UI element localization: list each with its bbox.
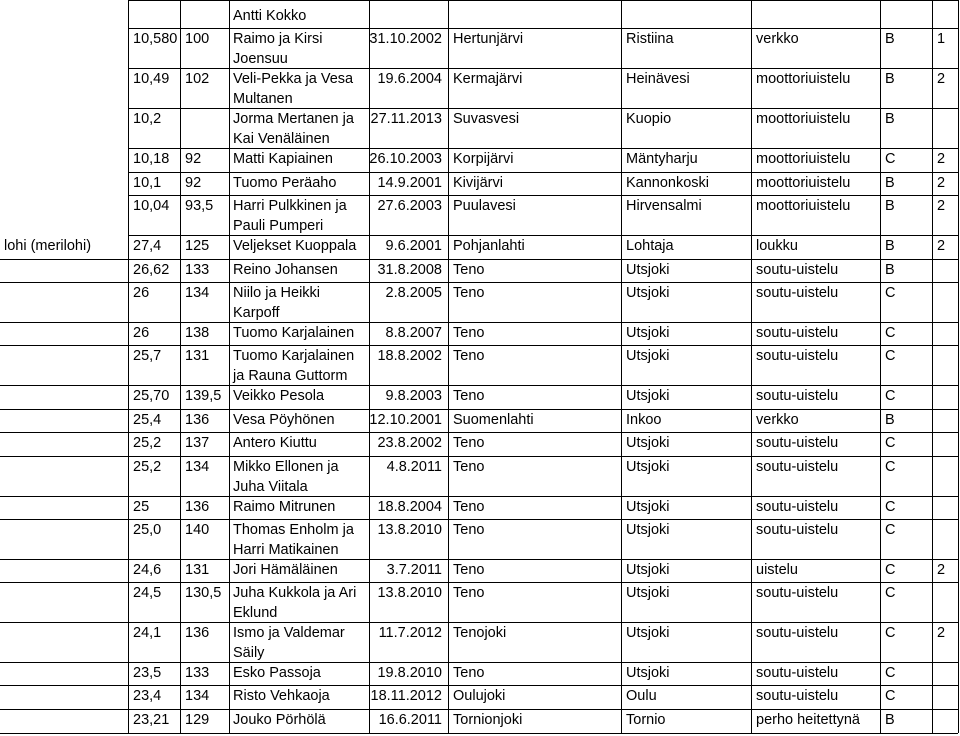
class-cell: C — [885, 688, 896, 704]
date-cell: 31.8.2008 — [377, 262, 442, 278]
column-divider — [229, 0, 230, 733]
angler-name-cell: Veikko Pesola — [233, 388, 325, 404]
column-divider — [621, 0, 622, 733]
weight-cell: 25 — [133, 499, 150, 515]
class-cell: B — [885, 238, 895, 254]
date-cell: 23.8.2002 — [377, 435, 442, 451]
method-cell: soutu-uistelu — [756, 499, 839, 515]
angler-name-cell: Tuomo Karjalainen — [233, 348, 355, 364]
angler-name-cell: Säily — [233, 645, 265, 661]
angler-name-cell: Raimo Mitrunen — [233, 499, 336, 515]
angler-name-cell: Niilo ja Heikki — [233, 285, 321, 301]
method-cell: moottoriuistelu — [756, 198, 851, 214]
method-cell: soutu-uistelu — [756, 688, 839, 704]
angler-name-cell: Juha Kukkola ja Ari — [233, 585, 357, 601]
weight-cell: 24,5 — [133, 585, 162, 601]
method-cell: verkko — [756, 412, 799, 428]
municipality-cell: Utsjoki — [626, 665, 670, 681]
date-cell: 19.8.2010 — [377, 665, 442, 681]
length-cell: 92 — [185, 175, 202, 191]
municipality-cell: Utsjoki — [626, 585, 670, 601]
municipality-cell: Heinävesi — [626, 71, 690, 87]
angler-name-cell: Jori Hämäläinen — [233, 562, 338, 578]
weight-cell: 26 — [133, 285, 150, 301]
angler-name-cell: Tuomo Peräaho — [233, 175, 337, 191]
weight-cell: 24,6 — [133, 562, 162, 578]
length-cell: 93,5 — [185, 198, 214, 214]
municipality-cell: Utsjoki — [626, 325, 670, 341]
date-cell: 27.11.2013 — [370, 111, 442, 127]
length-cell: 125 — [185, 238, 210, 254]
water-body-cell: Suvasvesi — [453, 111, 520, 127]
municipality-cell: Utsjoki — [626, 348, 670, 364]
class-cell: B — [885, 111, 895, 127]
length-cell: 136 — [185, 499, 210, 515]
class-cell: B — [885, 71, 895, 87]
angler-name-cell: Karpoff — [233, 305, 280, 321]
method-cell: uistelu — [756, 562, 798, 578]
date-cell: 27.6.2003 — [377, 198, 442, 214]
weight-cell: 10,04 — [133, 198, 170, 214]
method-cell: soutu-uistelu — [756, 348, 839, 364]
class-cell: B — [885, 712, 895, 728]
angler-name-cell: Jorma Mertanen ja — [233, 111, 354, 127]
date-cell: 18.8.2002 — [377, 348, 442, 364]
date-cell: 2.8.2005 — [385, 285, 442, 301]
date-cell: 18.8.2004 — [377, 499, 442, 515]
method-cell: loukku — [756, 238, 798, 254]
class-cell: C — [885, 459, 896, 475]
column-divider — [958, 0, 959, 733]
municipality-cell: Ristiina — [626, 31, 674, 47]
method-cell: moottoriuistelu — [756, 175, 851, 191]
water-body-cell: Teno — [453, 585, 485, 601]
method-cell: soutu-uistelu — [756, 625, 839, 641]
weight-cell: 25,0 — [133, 522, 162, 538]
method-cell: soutu-uistelu — [756, 388, 839, 404]
angler-name-cell: Antero Kiuttu — [233, 435, 317, 451]
number-cell: 2 — [937, 151, 946, 167]
method-cell: soutu-uistelu — [756, 665, 839, 681]
length-cell: 92 — [185, 151, 202, 167]
method-cell: soutu-uistelu — [756, 585, 839, 601]
length-cell: 129 — [185, 712, 210, 728]
class-cell: B — [885, 412, 895, 428]
weight-cell: 26 — [133, 325, 150, 341]
angler-name-cell: Harri Pulkkinen ja — [233, 198, 347, 214]
municipality-cell: Kuopio — [626, 111, 672, 127]
weight-cell: 24,1 — [133, 625, 162, 641]
date-cell: 3.7.2011 — [386, 562, 442, 578]
weight-cell: 27,4 — [133, 238, 162, 254]
municipality-cell: Lohtaja — [626, 238, 674, 254]
weight-cell: 25,4 — [133, 412, 162, 428]
class-cell: C — [885, 435, 896, 451]
weight-cell: 25,7 — [133, 348, 162, 364]
length-cell: 133 — [185, 262, 210, 278]
municipality-cell: Utsjoki — [626, 262, 670, 278]
method-cell: moottoriuistelu — [756, 151, 851, 167]
municipality-cell: Utsjoki — [626, 388, 670, 404]
weight-cell: 23,21 — [133, 712, 170, 728]
length-cell: 138 — [185, 325, 210, 341]
water-body-cell: Puulavesi — [453, 198, 516, 214]
angler-name-cell: Pauli Pumperi — [233, 218, 324, 234]
column-divider — [932, 0, 933, 733]
water-body-cell: Korpijärvi — [453, 151, 514, 167]
date-cell: 4.8.2011 — [386, 459, 442, 475]
number-cell: 2 — [937, 625, 946, 641]
method-cell: verkko — [756, 31, 799, 47]
class-cell: C — [885, 325, 896, 341]
angler-name-cell: Kai Venäläinen — [233, 131, 330, 147]
angler-name-cell: Multanen — [233, 91, 293, 107]
class-cell: B — [885, 198, 895, 214]
municipality-cell: Utsjoki — [626, 625, 670, 641]
water-body-cell: Kivijärvi — [453, 175, 503, 191]
water-body-cell: Kermajärvi — [453, 71, 523, 87]
angler-name-cell: Veli-Pekka ja Vesa — [233, 71, 354, 87]
class-cell: C — [885, 562, 896, 578]
weight-cell: 25,70 — [133, 388, 170, 404]
water-body-cell: Teno — [453, 522, 485, 538]
weight-cell: 25,2 — [133, 435, 162, 451]
municipality-cell: Utsjoki — [626, 499, 670, 515]
municipality-cell: Tornio — [626, 712, 666, 728]
method-cell: moottoriuistelu — [756, 71, 851, 87]
water-body-cell: Teno — [453, 562, 485, 578]
date-cell: 26.10.2003 — [369, 151, 442, 167]
angler-name-cell: Raimo ja Kirsi — [233, 31, 323, 47]
class-cell: C — [885, 625, 896, 641]
length-cell: 134 — [185, 285, 210, 301]
class-cell: C — [885, 151, 896, 167]
water-body-cell: Teno — [453, 285, 485, 301]
date-cell: 9.6.2001 — [385, 238, 442, 254]
water-body-cell: Hertunjärvi — [453, 31, 524, 47]
column-divider — [751, 0, 752, 733]
municipality-cell: Utsjoki — [626, 562, 670, 578]
length-cell: 137 — [185, 435, 210, 451]
municipality-cell: Hirvensalmi — [626, 198, 702, 214]
angler-name-cell: Veljekset Kuoppala — [233, 238, 357, 254]
water-body-cell: Suomenlahti — [453, 412, 534, 428]
municipality-cell: Utsjoki — [626, 522, 670, 538]
angler-name-cell: Esko Passoja — [233, 665, 321, 681]
class-cell: B — [885, 31, 895, 47]
length-cell: 136 — [185, 625, 210, 641]
date-cell: 16.6.2011 — [378, 712, 442, 728]
angler-name-cell: Ismo ja Valdemar — [233, 625, 345, 641]
municipality-cell: Utsjoki — [626, 459, 670, 475]
weight-cell: 26,62 — [133, 262, 170, 278]
column-divider — [448, 0, 449, 733]
angler-name-cell: Thomas Enholm ja — [233, 522, 354, 538]
date-cell: 9.8.2003 — [385, 388, 442, 404]
class-cell: C — [885, 499, 896, 515]
row-divider — [128, 0, 958, 1]
angler-name-cell: Reino Johansen — [233, 262, 338, 278]
number-cell: 2 — [937, 175, 946, 191]
class-cell: C — [885, 665, 896, 681]
date-cell: 13.8.2010 — [377, 585, 442, 601]
angler-name-cell: Jouko Pörhölä — [233, 712, 326, 728]
class-cell: C — [885, 522, 896, 538]
municipality-cell: Utsjoki — [626, 285, 670, 301]
weight-cell: 10,18 — [133, 151, 170, 167]
length-cell: 131 — [185, 562, 210, 578]
number-cell: 2 — [937, 71, 946, 87]
angler-name-cell: Juha Viitala — [233, 479, 308, 495]
angler-name-cell: Matti Kapiainen — [233, 151, 333, 167]
municipality-cell: Mäntyharju — [626, 151, 698, 167]
length-cell: 102 — [185, 71, 210, 87]
class-cell: C — [885, 348, 896, 364]
angler-name-cell: ja Rauna Guttorm — [233, 368, 348, 384]
date-cell: 13.8.2010 — [377, 522, 442, 538]
weight-cell: 10,1 — [133, 175, 162, 191]
water-body-cell: Teno — [453, 348, 485, 364]
date-cell: 19.6.2004 — [377, 71, 442, 87]
length-cell: 134 — [185, 459, 210, 475]
weight-cell: 10,49 — [133, 71, 170, 87]
angler-name-cell: Antti Kokko — [233, 8, 307, 24]
method-cell: soutu-uistelu — [756, 262, 839, 278]
weight-cell: 23,5 — [133, 665, 162, 681]
municipality-cell: Kannonkoski — [626, 175, 710, 191]
number-cell: 1 — [937, 31, 946, 47]
number-cell: 2 — [937, 198, 946, 214]
water-body-cell: Tenojoki — [453, 625, 507, 641]
weight-cell: 25,2 — [133, 459, 162, 475]
species-cell: lohi (merilohi) — [4, 238, 92, 254]
municipality-cell: Inkoo — [626, 412, 662, 428]
method-cell: soutu-uistelu — [756, 435, 839, 451]
length-cell: 133 — [185, 665, 210, 681]
angler-name-cell: Vesa Pöyhönen — [233, 412, 335, 428]
date-cell: 11.7.2012 — [378, 625, 442, 641]
date-cell: 31.10.2002 — [369, 31, 442, 47]
water-body-cell: Pohjanlahti — [453, 238, 525, 254]
water-body-cell: Tornionjoki — [453, 712, 523, 728]
water-body-cell: Teno — [453, 665, 485, 681]
class-cell: C — [885, 585, 896, 601]
class-cell: C — [885, 285, 896, 301]
angler-name-cell: Eklund — [233, 605, 278, 621]
water-body-cell: Teno — [453, 325, 485, 341]
angler-name-cell: Mikko Ellonen ja — [233, 459, 339, 475]
water-body-cell: Oulujoki — [453, 688, 506, 704]
angler-name-cell: Harri Matikainen — [233, 542, 339, 558]
method-cell: perho heitettynä — [756, 712, 860, 728]
municipality-cell: Oulu — [626, 688, 657, 704]
length-cell: 140 — [185, 522, 210, 538]
weight-cell: 23,4 — [133, 688, 162, 704]
length-cell: 131 — [185, 348, 210, 364]
length-cell: 134 — [185, 688, 210, 704]
number-cell: 2 — [937, 238, 946, 254]
class-cell: C — [885, 388, 896, 404]
date-cell: 12.10.2001 — [369, 412, 442, 428]
class-cell: B — [885, 175, 895, 191]
weight-cell: 10,2 — [133, 111, 162, 127]
method-cell: soutu-uistelu — [756, 325, 839, 341]
row-divider — [0, 733, 958, 734]
method-cell: soutu-uistelu — [756, 522, 839, 538]
water-body-cell: Teno — [453, 262, 485, 278]
date-cell: 14.9.2001 — [377, 175, 442, 191]
length-cell: 139,5 — [185, 388, 222, 404]
water-body-cell: Teno — [453, 435, 485, 451]
class-cell: B — [885, 262, 895, 278]
angler-name-cell: Tuomo Karjalainen — [233, 325, 355, 341]
length-cell: 130,5 — [185, 585, 222, 601]
municipality-cell: Utsjoki — [626, 435, 670, 451]
length-cell: 136 — [185, 412, 210, 428]
length-cell: 100 — [185, 31, 210, 47]
date-cell: 8.8.2007 — [385, 325, 442, 341]
angler-name-cell: Joensuu — [233, 51, 288, 67]
water-body-cell: Teno — [453, 459, 485, 475]
angler-name-cell: Risto Vehkaoja — [233, 688, 330, 704]
column-divider — [128, 0, 129, 733]
weight-cell: 10,580 — [133, 31, 178, 47]
date-cell: 18.11.2012 — [370, 688, 442, 704]
water-body-cell: Teno — [453, 499, 485, 515]
method-cell: moottoriuistelu — [756, 111, 851, 127]
number-cell: 2 — [937, 562, 946, 578]
method-cell: soutu-uistelu — [756, 285, 839, 301]
method-cell: soutu-uistelu — [756, 459, 839, 475]
water-body-cell: Teno — [453, 388, 485, 404]
